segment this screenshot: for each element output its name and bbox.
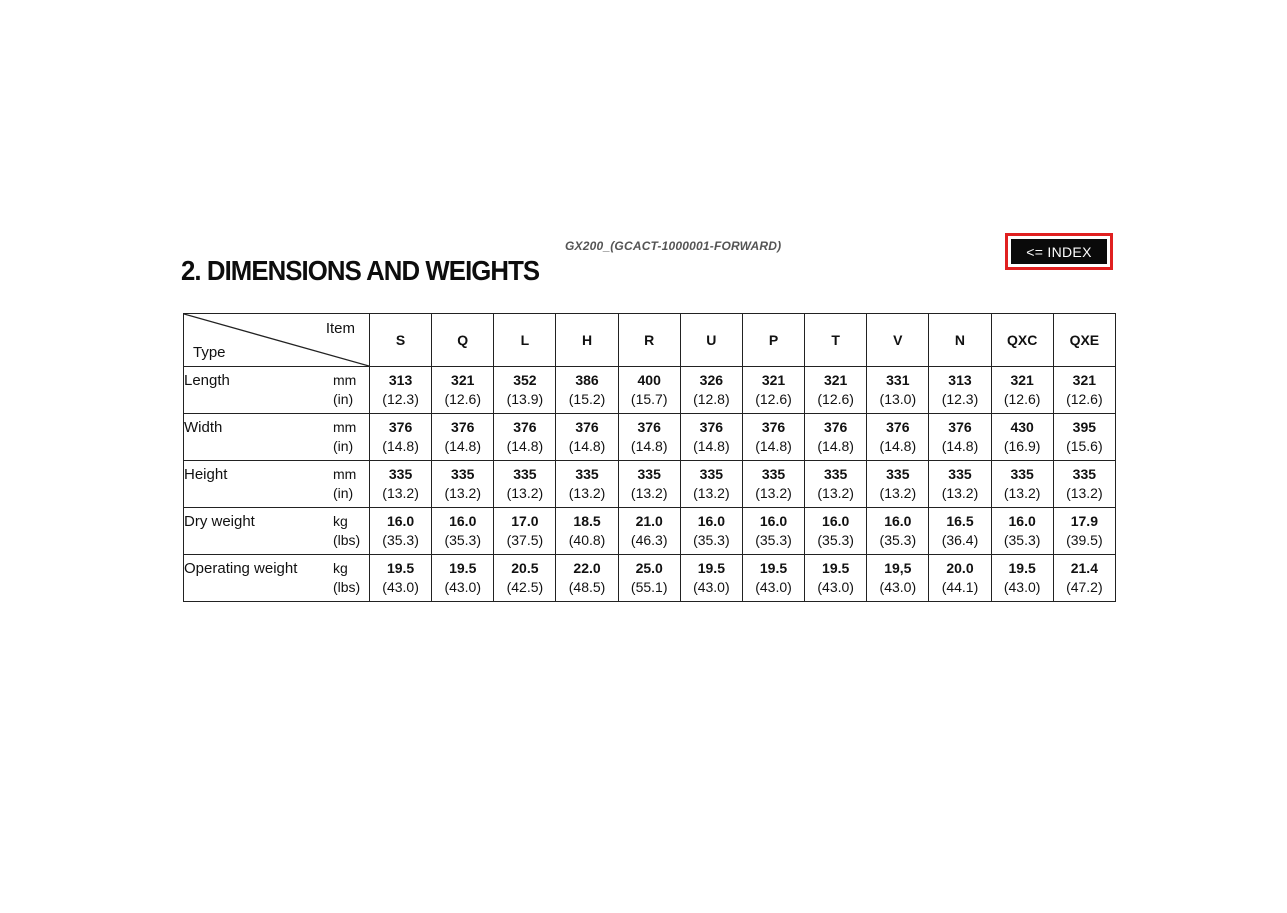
row-label-cell xyxy=(184,414,370,461)
table-cell xyxy=(370,555,432,602)
cell-value-primary: 313 xyxy=(388,372,413,388)
table-cell xyxy=(929,367,991,414)
table-cell xyxy=(556,367,618,414)
table-cell xyxy=(805,414,867,461)
index-button-frame xyxy=(1005,233,1113,270)
cell-value-primary: 321 xyxy=(1010,372,1034,388)
unit-primary: mm xyxy=(333,372,357,388)
cell-value-primary: 395 xyxy=(1072,419,1097,435)
cell-value-primary: 20.0 xyxy=(946,560,974,576)
unit-primary: kg xyxy=(333,560,348,576)
row-units xyxy=(333,371,369,409)
cell-value-secondary: (13.2) xyxy=(693,485,730,501)
cell-value-secondary: (15.6) xyxy=(1066,438,1103,454)
cell-value-secondary: (39.5) xyxy=(1066,532,1103,548)
table-cell xyxy=(805,508,867,555)
cell-value-secondary: (14.8) xyxy=(941,438,979,454)
cell-value-primary: 16.0 xyxy=(386,513,415,529)
table-cell xyxy=(1053,461,1115,508)
cell-value-secondary: (35.3) xyxy=(693,532,730,548)
table-cell xyxy=(618,508,680,555)
table-cell xyxy=(991,367,1053,414)
table-cell xyxy=(1053,508,1115,555)
row-name: Operating weight xyxy=(184,560,298,577)
cell-value-secondary: (14.8) xyxy=(693,438,730,454)
model-header: H xyxy=(556,314,618,367)
cell-value-secondary: (13.2) xyxy=(444,485,482,501)
table-cell xyxy=(805,555,867,602)
table-cell xyxy=(556,555,618,602)
table-cell xyxy=(867,367,929,414)
table-row xyxy=(184,461,1116,508)
cell-value-primary: 335 xyxy=(1072,466,1097,482)
table-cell xyxy=(742,461,804,508)
cell-value-primary: 321 xyxy=(761,372,786,388)
cell-value-secondary: (12.3) xyxy=(941,391,979,407)
model-header: QXC xyxy=(991,314,1053,367)
cell-value-primary: 376 xyxy=(575,419,599,435)
cell-value-primary: 376 xyxy=(388,419,413,435)
row-units xyxy=(333,465,369,503)
cell-value-primary: 17.9 xyxy=(1070,513,1098,529)
table-cell xyxy=(929,555,991,602)
table-cell xyxy=(742,508,804,555)
dimensions-table xyxy=(183,313,1116,602)
table-cell xyxy=(432,508,494,555)
cell-value-primary: 335 xyxy=(699,466,724,482)
table-cell xyxy=(494,414,556,461)
document-header: GX200_(GCACT-1000001-FORWARD) xyxy=(565,239,782,253)
cell-value-primary: 25.0 xyxy=(635,560,663,576)
cell-value-secondary: (43.0) xyxy=(879,579,917,595)
table-cell xyxy=(618,555,680,602)
table-cell xyxy=(618,414,680,461)
cell-value-secondary: (14.8) xyxy=(630,438,668,454)
cell-value-primary: 19,5 xyxy=(884,560,912,576)
table-cell xyxy=(618,367,680,414)
table-cell xyxy=(867,555,929,602)
table-cell xyxy=(680,367,742,414)
cell-value-secondary: (13.0) xyxy=(879,391,917,407)
table-cell xyxy=(494,555,556,602)
table-cell xyxy=(494,508,556,555)
cell-value-primary: 19.5 xyxy=(759,560,788,576)
index-button[interactable]: <= INDEX xyxy=(1011,239,1107,264)
cell-value-primary: 16.5 xyxy=(946,513,974,529)
unit-primary: kg xyxy=(333,513,348,529)
table-cell xyxy=(370,461,432,508)
cell-value-secondary: (35.3) xyxy=(755,532,792,548)
table-cell xyxy=(1053,555,1115,602)
cell-value-primary: 19.5 xyxy=(386,560,415,576)
cell-value-secondary: (13.2) xyxy=(1003,485,1041,501)
cell-value-secondary: (14.8) xyxy=(568,438,606,454)
table-row xyxy=(184,508,1116,555)
cell-value-primary: 17.0 xyxy=(511,513,539,529)
row-name: Height xyxy=(184,466,228,483)
cell-value-secondary: (12.8) xyxy=(693,391,730,407)
cell-value-secondary: (35.3) xyxy=(444,532,482,548)
table-cell xyxy=(929,414,991,461)
unit-secondary: (in) xyxy=(333,485,354,501)
model-header: QXE xyxy=(1053,314,1115,367)
table-cell xyxy=(991,555,1053,602)
cell-value-primary: 376 xyxy=(699,419,724,435)
cell-value-primary: 19.5 xyxy=(449,560,477,576)
model-header: U xyxy=(680,314,742,367)
cell-value-secondary: (35.3) xyxy=(817,532,854,548)
cell-value-secondary: (13.9) xyxy=(506,391,544,407)
cell-value-secondary: (43.0) xyxy=(1003,579,1041,595)
model-header: Q xyxy=(432,314,494,367)
cell-value-primary: 335 xyxy=(388,466,413,482)
table-cell xyxy=(432,414,494,461)
cell-value-primary: 376 xyxy=(886,419,910,435)
table-cell xyxy=(929,461,991,508)
row-name: Length xyxy=(184,372,230,389)
table-cell xyxy=(680,508,742,555)
cell-value-primary: 321 xyxy=(1072,372,1097,388)
cell-value-primary: 19.5 xyxy=(697,560,725,576)
cell-value-primary: 335 xyxy=(948,466,972,482)
cell-value-primary: 376 xyxy=(823,419,848,435)
cell-value-secondary: (36.4) xyxy=(941,532,979,548)
model-header: T xyxy=(805,314,867,367)
table-cell xyxy=(991,414,1053,461)
table-cell xyxy=(1053,414,1115,461)
cell-value-primary: 20.5 xyxy=(511,560,539,576)
cell-value-secondary: (15.2) xyxy=(568,391,606,407)
cell-value-secondary: (12.6) xyxy=(444,391,482,407)
row-label xyxy=(184,465,369,503)
model-header: S xyxy=(370,314,432,367)
table-cell xyxy=(432,367,494,414)
row-label xyxy=(184,559,369,597)
cell-value-secondary: (14.8) xyxy=(382,438,419,454)
cell-value-secondary: (43.0) xyxy=(693,579,730,595)
corner-type-label: Type xyxy=(193,344,226,361)
table-cell xyxy=(680,414,742,461)
cell-value-primary: 16.0 xyxy=(449,513,477,529)
cell-value-primary: 21.0 xyxy=(635,513,663,529)
cell-value-primary: 352 xyxy=(513,372,537,388)
table-cell xyxy=(867,508,929,555)
table-cell xyxy=(494,367,556,414)
row-label-cell xyxy=(184,367,370,414)
table-cell xyxy=(742,414,804,461)
table-cell xyxy=(742,367,804,414)
table-cell xyxy=(370,367,432,414)
table-cell xyxy=(991,461,1053,508)
cell-value-secondary: (35.3) xyxy=(879,532,917,548)
model-header: R xyxy=(618,314,680,367)
table-header-row xyxy=(184,314,1116,367)
table-row xyxy=(184,414,1116,461)
cell-value-secondary: (13.2) xyxy=(382,485,419,501)
row-label-cell xyxy=(184,461,370,508)
cell-value-primary: 335 xyxy=(823,466,848,482)
cell-value-primary: 376 xyxy=(513,419,537,435)
table-cell xyxy=(556,414,618,461)
cell-value-secondary: (13.2) xyxy=(817,485,854,501)
table-row xyxy=(184,367,1116,414)
cell-value-primary: 430 xyxy=(1010,419,1034,435)
cell-value-secondary: (47.2) xyxy=(1066,579,1103,595)
cell-value-secondary: (14.8) xyxy=(817,438,854,454)
cell-value-secondary: (13.2) xyxy=(506,485,544,501)
table-cell xyxy=(867,461,929,508)
row-label-cell xyxy=(184,508,370,555)
table-cell xyxy=(556,461,618,508)
table-cell xyxy=(1053,367,1115,414)
cell-value-primary: 21.4 xyxy=(1070,560,1098,576)
cell-value-secondary: (48.5) xyxy=(568,579,606,595)
cell-value-primary: 335 xyxy=(1010,466,1034,482)
cell-value-secondary: (55.1) xyxy=(630,579,668,595)
row-name: Dry weight xyxy=(184,513,255,530)
model-header: P xyxy=(742,314,804,367)
cell-value-secondary: (13.2) xyxy=(941,485,979,501)
table-cell xyxy=(929,508,991,555)
row-units xyxy=(333,559,369,597)
cell-value-primary: 335 xyxy=(513,466,537,482)
cell-value-secondary: (35.3) xyxy=(382,532,419,548)
cell-value-primary: 313 xyxy=(948,372,972,388)
unit-secondary: (in) xyxy=(333,391,354,407)
cell-value-primary: 326 xyxy=(699,372,724,388)
cell-value-primary: 16.0 xyxy=(1008,513,1036,529)
cell-value-primary: 376 xyxy=(761,419,786,435)
cell-value-secondary: (15.7) xyxy=(630,391,668,407)
table-cell xyxy=(680,555,742,602)
cell-value-secondary: (14.8) xyxy=(444,438,482,454)
unit-primary: mm xyxy=(333,419,357,435)
cell-value-primary: 376 xyxy=(948,419,972,435)
cell-value-secondary: (43.0) xyxy=(444,579,482,595)
row-label-cell xyxy=(184,555,370,602)
row-units xyxy=(333,418,369,456)
cell-value-secondary: (43.0) xyxy=(817,579,854,595)
cell-value-primary: 331 xyxy=(886,372,910,388)
table-cell xyxy=(805,461,867,508)
cell-value-secondary: (35.3) xyxy=(1003,532,1041,548)
cell-value-secondary: (43.0) xyxy=(382,579,419,595)
row-label xyxy=(184,512,369,550)
table-cell xyxy=(432,555,494,602)
cell-value-primary: 321 xyxy=(823,372,848,388)
cell-value-secondary: (44.1) xyxy=(941,579,979,595)
row-units xyxy=(333,512,369,550)
cell-value-primary: 335 xyxy=(886,466,910,482)
table-cell xyxy=(991,508,1053,555)
model-header: N xyxy=(929,314,991,367)
cell-value-secondary: (16.9) xyxy=(1003,438,1041,454)
cell-value-secondary: (12.6) xyxy=(755,391,792,407)
table-cell xyxy=(867,414,929,461)
table-cell xyxy=(370,508,432,555)
cell-value-secondary: (13.2) xyxy=(568,485,606,501)
table-cell xyxy=(494,461,556,508)
unit-primary: mm xyxy=(333,466,357,482)
cell-value-primary: 386 xyxy=(575,372,599,388)
cell-value-primary: 321 xyxy=(451,372,475,388)
cell-value-secondary: (40.8) xyxy=(568,532,606,548)
table-cell xyxy=(370,414,432,461)
cell-value-primary: 376 xyxy=(637,419,661,435)
table-cell xyxy=(556,508,618,555)
cell-value-secondary: (12.3) xyxy=(382,391,419,407)
unit-secondary: (lbs) xyxy=(333,579,361,595)
cell-value-secondary: (37.5) xyxy=(506,532,544,548)
cell-value-secondary: (12.6) xyxy=(1003,391,1041,407)
cell-value-secondary: (12.6) xyxy=(817,391,854,407)
table-corner-cell xyxy=(184,314,370,367)
cell-value-secondary: (14.8) xyxy=(506,438,544,454)
table-row xyxy=(184,555,1116,602)
cell-value-secondary: (12.6) xyxy=(1066,391,1103,407)
table-cell xyxy=(742,555,804,602)
cell-value-secondary: (46.3) xyxy=(630,532,668,548)
cell-value-primary: 16.0 xyxy=(697,513,725,529)
cell-value-secondary: (43.0) xyxy=(755,579,792,595)
cell-value-secondary: (14.8) xyxy=(755,438,792,454)
table-cell xyxy=(432,461,494,508)
cell-value-primary: 376 xyxy=(451,419,475,435)
cell-value-primary: 19.5 xyxy=(822,560,850,576)
model-header: L xyxy=(494,314,556,367)
cell-value-primary: 16.0 xyxy=(822,513,850,529)
cell-value-primary: 335 xyxy=(761,466,786,482)
cell-value-secondary: (13.2) xyxy=(1066,485,1103,501)
model-header: V xyxy=(867,314,929,367)
cell-value-secondary: (42.5) xyxy=(506,579,544,595)
cell-value-secondary: (14.8) xyxy=(879,438,917,454)
cell-value-secondary: (13.2) xyxy=(879,485,917,501)
cell-value-primary: 16.0 xyxy=(759,513,788,529)
unit-secondary: (lbs) xyxy=(333,532,361,548)
row-label xyxy=(184,371,369,409)
cell-value-primary: 335 xyxy=(451,466,475,482)
cell-value-primary: 19.5 xyxy=(1008,560,1036,576)
cell-value-primary: 16.0 xyxy=(884,513,912,529)
row-label xyxy=(184,418,369,456)
cell-value-primary: 22.0 xyxy=(573,560,601,576)
unit-secondary: (in) xyxy=(333,438,354,454)
table-cell xyxy=(805,367,867,414)
table-cell xyxy=(680,461,742,508)
cell-value-primary: 400 xyxy=(637,372,661,388)
cell-value-primary: 335 xyxy=(637,466,661,482)
cell-value-secondary: (13.2) xyxy=(630,485,668,501)
table-cell xyxy=(618,461,680,508)
cell-value-primary: 335 xyxy=(575,466,599,482)
row-name: Width xyxy=(184,419,223,436)
corner-item-label: Item xyxy=(325,320,355,337)
page-title: 2. DIMENSIONS AND WEIGHTS xyxy=(181,255,540,286)
cell-value-primary: 18.5 xyxy=(573,513,601,529)
cell-value-secondary: (13.2) xyxy=(755,485,792,501)
